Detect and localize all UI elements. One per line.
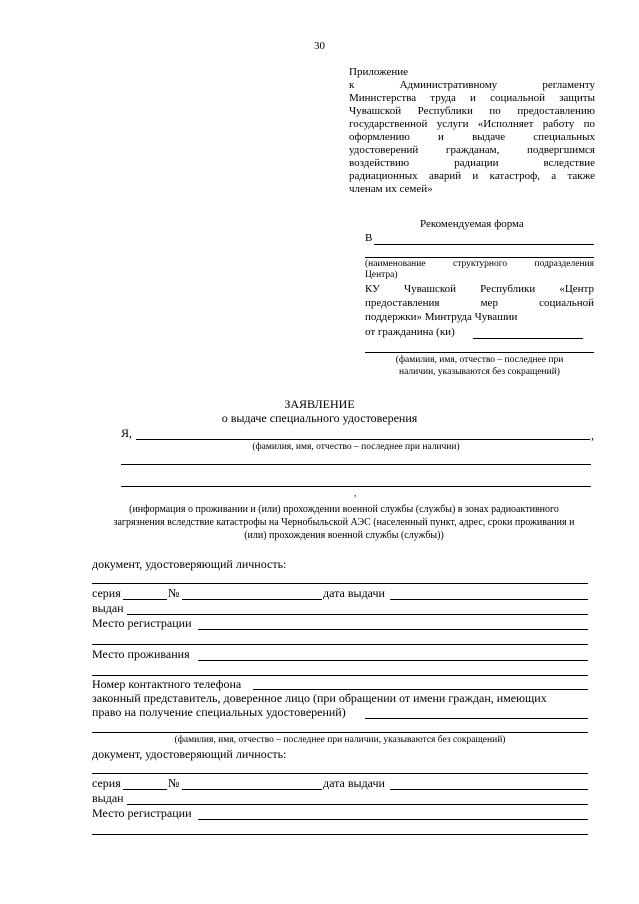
appendix-line: к Административному регламенту — [349, 79, 595, 91]
appendix-line: Чувашской Республики по предоставлению — [349, 105, 595, 117]
document-subtitle: о выдаче специального удостоверения — [221, 411, 418, 425]
reg-field[interactable] — [198, 629, 588, 630]
recommended-form-label: Рекомендуемая форма — [420, 218, 524, 230]
from-field[interactable] — [473, 338, 583, 339]
comma: , — [591, 428, 594, 442]
document-title: ЗАЯВЛЕНИЕ — [284, 397, 355, 411]
appendix-header — [349, 66, 595, 196]
i-label: Я, — [121, 426, 133, 440]
representative-note: (фамилия, имя, отчество – последнее при наличии, указываются без сокращений) — [174, 735, 506, 745]
to-note: (наименование структурного подразделения — [365, 259, 594, 269]
series-label: серия — [92, 586, 121, 600]
name-note: (фамилия, имя, отчество – последнее при наличии) — [252, 442, 460, 452]
reg-field-2b[interactable] — [198, 819, 588, 820]
applicant-name-field[interactable] — [136, 439, 590, 440]
representative-text: законный представитель, доверенное лицо (при обращении от имени граждан, имеющих — [92, 691, 547, 705]
appendix-line: радиационных аварий и катастроф, а также — [349, 170, 595, 182]
number-label-2: № — [168, 776, 180, 790]
appendix-line: членам их семей» — [349, 183, 433, 195]
number-field-2[interactable] — [182, 789, 322, 790]
org-line: КУ Чувашской Республики «Центр — [365, 283, 594, 295]
residence-note — [92, 503, 596, 542]
phone-field[interactable] — [253, 689, 588, 690]
appendix-line: Приложение — [349, 66, 409, 78]
number-field[interactable] — [182, 599, 322, 600]
comma-2: , — [354, 489, 357, 499]
doc-field[interactable] — [92, 583, 588, 584]
reg-label: Место регистрации — [92, 616, 192, 630]
residence-note-line: (или) прохождения военной службы (службы)) — [244, 530, 444, 541]
live-field-2[interactable] — [92, 675, 588, 676]
from-label: от гражданина (ки) — [365, 326, 455, 338]
org-line: предоставления мер социальной — [365, 297, 594, 309]
series-field[interactable] — [123, 599, 167, 600]
doc-label: документ, удостоверяющий личность: — [92, 557, 287, 571]
residence-field-2[interactable] — [121, 486, 591, 487]
from-note-2: наличии, указываются без сокращений) — [399, 367, 560, 377]
residence-field-1[interactable] — [121, 464, 591, 465]
page-number: 30 — [314, 40, 325, 52]
series-field-2[interactable] — [123, 789, 167, 790]
from-field-2[interactable] — [365, 352, 594, 353]
doc-field-2[interactable] — [92, 773, 588, 774]
number-label: № — [168, 586, 180, 600]
residence-note-line: загрязнения вследствие катастрофы на Чернобыльской АЭС (населенный пункт, адрес, сроки проживания и — [113, 517, 575, 528]
issued-label: выдан — [92, 601, 124, 615]
org-line: поддержки» Минтруда Чувашии — [365, 311, 518, 323]
reg-field-2[interactable] — [92, 644, 588, 645]
appendix-line: оформлению и выдаче специальных — [349, 131, 595, 143]
date-field-2[interactable] — [390, 789, 588, 790]
date-field[interactable] — [390, 599, 588, 600]
live-label: Место проживания — [92, 647, 190, 661]
series-label-2: серия — [92, 776, 121, 790]
appendix-line: воздействию радиации вследствие — [349, 157, 595, 169]
date-label: дата выдачи — [323, 586, 385, 600]
to-note-2: Центра) — [365, 270, 398, 280]
doc-label-2: документ, удостоверяющий личность: — [92, 747, 287, 761]
to-field-2[interactable] — [365, 257, 594, 258]
issued-field-2[interactable] — [127, 804, 588, 805]
issued-label-2: выдан — [92, 791, 124, 805]
representative-field-2[interactable] — [92, 732, 588, 733]
residence-note-line: (информация о проживании и (или) прохождении военной службы (службы) в зонах радиоактивного — [129, 504, 559, 515]
representative-field[interactable] — [365, 718, 588, 719]
representative-text-2: право на получение специальных удостоверений) — [92, 705, 346, 719]
phone-label: Номер контактного телефона — [92, 677, 242, 691]
to-label: В — [365, 232, 373, 244]
reg-label-2: Место регистрации — [92, 806, 192, 820]
to-field[interactable] — [374, 244, 594, 245]
appendix-line: удостоверений гражданам, подвергшимся — [349, 144, 595, 156]
appendix-line: государственной услуги «Исполняет работу по — [349, 118, 595, 130]
issued-field[interactable] — [127, 614, 588, 615]
from-note: (фамилия, имя, отчество – последнее при — [395, 355, 564, 365]
appendix-line: Министерства труда и социальной защиты — [349, 92, 595, 104]
reg-field-2c[interactable] — [92, 834, 588, 835]
live-field[interactable] — [198, 660, 588, 661]
date-label-2: дата выдачи — [323, 776, 385, 790]
